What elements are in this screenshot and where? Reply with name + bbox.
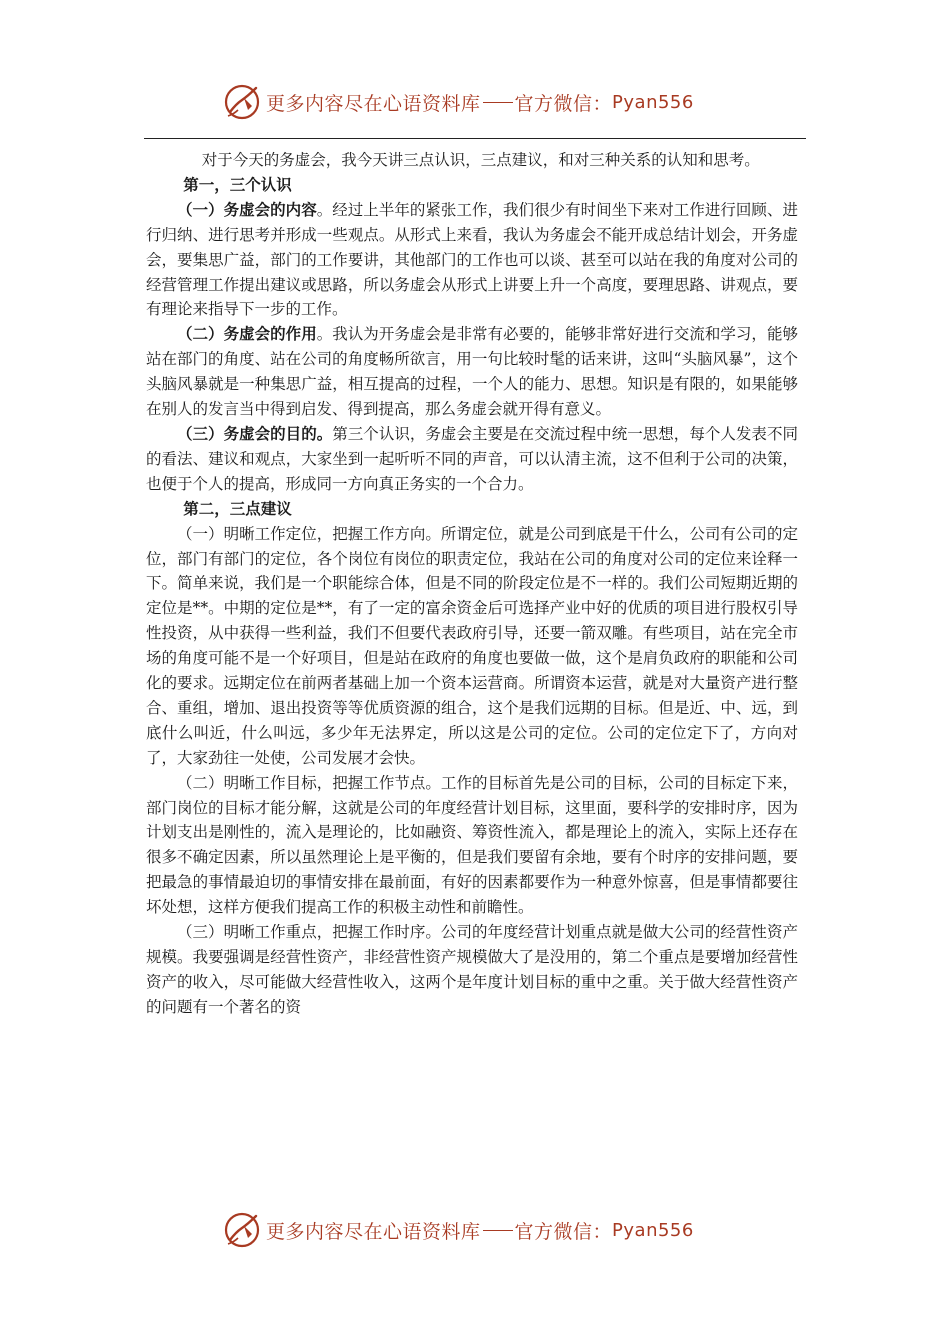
banner-dash (483, 102, 513, 103)
paragraph-body: 。经过上半年的紧张工作，我们很少有时间坐下来对工作进行回顾、进行归纳、进行思考并形成一些观点。从形式上来看，我认为务虚会不能开成总结计划会，开务虚会，要集思广益，部门的工作要讲，其他部门的工作也可以谈、甚至可以站在我的角度对公司的经营管理工作提出建议或思路，所以务虚会从形式上讲要上升一个高度，要理思路、讲观点，要有理论来指导下一步的工作。 (146, 200, 798, 319)
banner-title: 更多内容尽在心语资料库 (266, 1220, 481, 1243)
pen-logo-icon (222, 82, 262, 122)
paragraph-body: 第三个认识，务虚会主要是在交流过程中统一思想，每个人发表不同的看法、建议和观点，大家坐到一起听听不同的声音，可以认清主流，这不但利于公司的决策，也便于个人的提高，形成同一方向真正务实的一个合力。 (146, 424, 798, 493)
header-banner (0, 80, 950, 124)
section-1-heading: 第一，三个认识 (183, 174, 292, 194)
paragraph-body: 。我认为开务虚会是非常有必要的，能够非常好进行交流和学习，能够站在部门的角度、站在公司的角度畅所欲言，用一句比较时髦的话来讲，这叫“头脑风暴”，这个头脑风暴就是一种集思广益，相互提高的过程，一个人的能力、思想。知识是有限的，如果能够在别人的发言当中得到启发、得到提高，那么务虚会就开得有意义。 (146, 325, 798, 419)
footer-banner (0, 1208, 950, 1252)
banner-wechat-label: 官方微信： (514, 92, 613, 115)
section-1-paragraph-1 (146, 198, 798, 323)
paragraph-lead: （一）务虚会的内容 (177, 199, 317, 219)
section-1-paragraph-3 (146, 422, 798, 497)
banner-title: 更多内容尽在心语资料库 (266, 92, 481, 115)
banner-dash (483, 1230, 513, 1231)
banner-wechat-id: Pyan556 (612, 91, 694, 113)
header-divider (144, 138, 806, 139)
section-2-paragraph-1: （一）明晰工作定位，把握工作方向。所谓定位，就是公司到底是干什么，公司有公司的定位，部门有部门的定位，各个岗位有岗位的职责定位，我站在公司的角度对公司的定位来诠释一下。简单来说，我们是一个职能综合体，但是不同的阶段定位是不一样的。我们公司短期近期的定位是**。中期的定位是**，有了一定的富余资金后可选择产业中好的优质的项目进行股权引导性投资，从中获得一些利益，我们不但要代表政府引导，还要一箭双雕。有些项目，站在完全市场的角度可能不是一个好项目，但是站在政府的角度也要做一做，这个是肩负政府的职能和公司化的要求。远期定位在前两者基础上加一个资本运营商。所谓资本运营，就是对大量资产进行整合、重组，增加、退出投资等等优质资源的组合，这个是我们远期的目标。但是近、中、远，到底什么叫近，什么叫远，多少年无法界定，所以这是公司的定位。公司的定位定下了，方向对了，大家劲往一处使，公司发展才会快。 (146, 524, 798, 767)
banner-wechat-label: 官方微信： (514, 1220, 613, 1243)
document-body (146, 148, 798, 1020)
pen-logo-icon (222, 1210, 262, 1250)
section-2-paragraph-2: （二）明晰工作目标，把握工作节点。工作的目标首先是公司的目标，公司的目标定下来，部门岗位的目标才能分解，这就是公司的年度经营计划目标，这里面，要科学的安排时序，因为计划支出是刚性的，流入是理论的，比如融资、筹资性流入，都是理论上的流入，实际上还存在很多不确定因素，所以虽然理论上是平衡的，但是我们要留有余地，要有个时序的安排问题，要把最急的事情最迫切的事情安排在最前面，有好的因素都要作为一种意外惊喜，但是事情都要往坏处想，这样方便我们提高工作的积极主动性和前瞻性。 (146, 773, 798, 917)
section-2-paragraph-3: （三）明晰工作重点，把握工作时序。公司的年度经营计划重点就是做大公司的经营性资产规模。我要强调是经营性资产，非经营性资产规模做大了是没用的，第二个重点是要增加经营性资产的收入，尽可能做大经营性收入，这两个是年度计划目标的重中之重。关于做大经营性资产的问题有一个著名的资 (146, 923, 798, 1016)
paragraph-lead: （三）务虚会的目的。 (177, 423, 333, 443)
intro-paragraph: 对于今天的务虚会，我今天讲三点认识，三点建议，和对三种关系的认知和思考。 (201, 151, 760, 169)
section-1-paragraph-2 (146, 322, 798, 422)
paragraph-lead: （二）务虚会的作用 (177, 324, 317, 344)
section-2-heading: 第二，三点建议 (183, 498, 292, 518)
banner-wechat-id: Pyan556 (612, 1219, 694, 1241)
